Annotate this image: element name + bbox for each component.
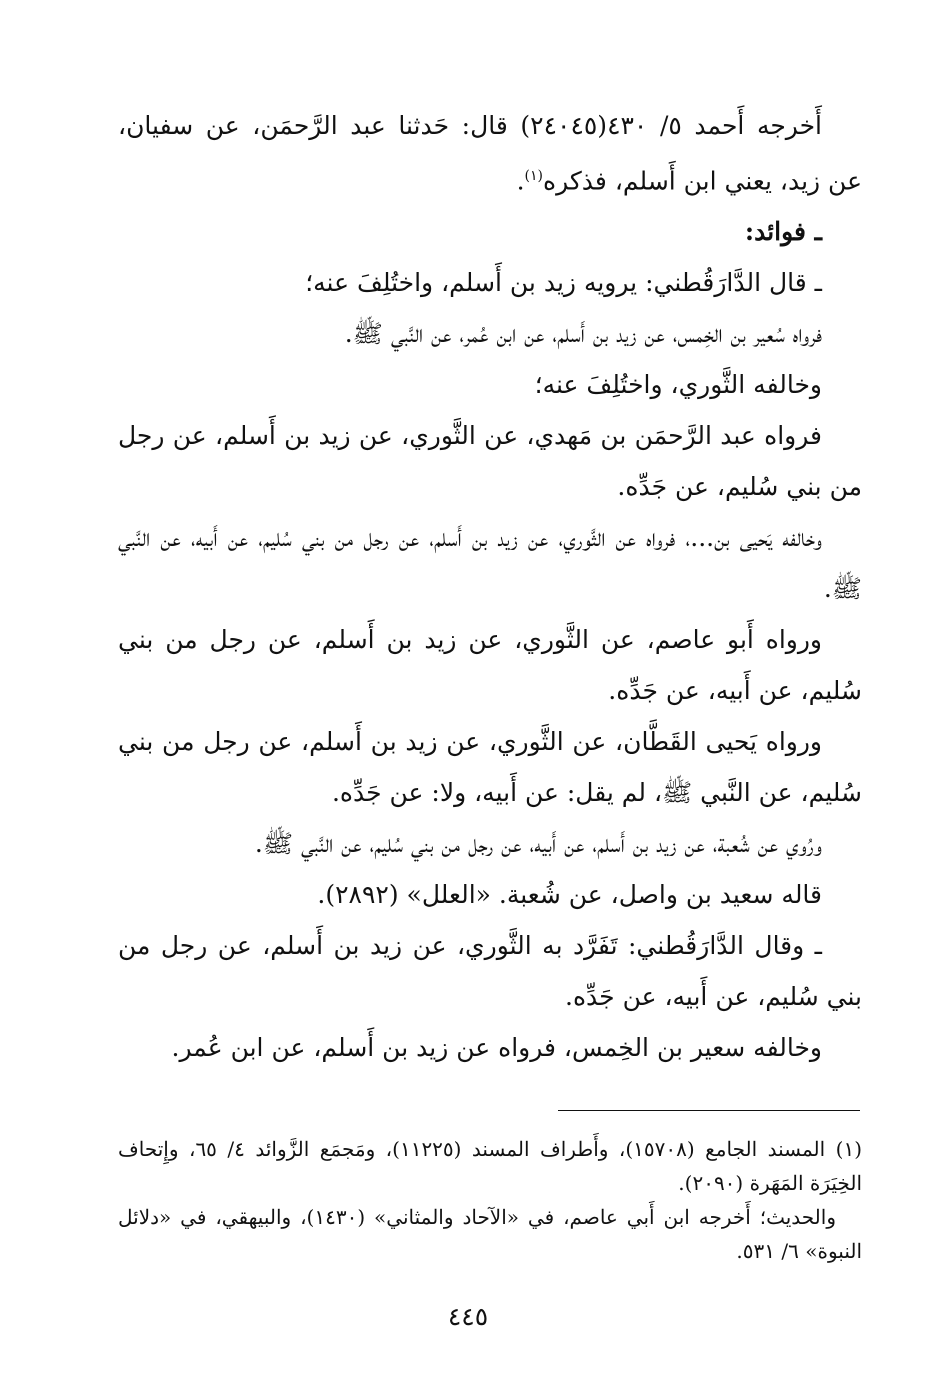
main-text [118, 100, 862, 1073]
footnote-1: (١) المسند الجامع (١٥٧٠٨)، وأَطراف المسند (١١٢٢٥)، ومَجمَع الزَّوائد ٤/ ٦٥، وإِتحاف الخِيَرَة المَهَرة (٢٠٩٠). [118, 1137, 862, 1195]
paragraph-8: ورواه أَبو عاصم، عن الثَّوري، عن زيد بن أَسلم، عن رجل من بني سُليم، عن أَبيه، عن جَدِّه. [118, 625, 862, 706]
paragraph-13: وخالفه سعير بن الخِمس، فرواه عن زيد بن أَسلم، عن ابن عُمر. [171, 1033, 822, 1063]
footnote-ref[interactable]: (١) [524, 168, 544, 184]
paragraph-5: وخالفه الثَّوري، واختُلِفَ عنه؛ [534, 370, 822, 400]
paragraph-4: فرواه سُعير بن الخِمس، عن زيد بن أَسلم، عن ابن عُمر، عن النَّبي ﷺ. [344, 319, 822, 349]
footnotes [118, 1132, 862, 1268]
paragraph-1-text: أَخرجه أَحمد ٥/ ٤٣٠(٢٤٠٤٥) قال: حَدثنا عبد الرَّحمَن، عن سفيان، عن زيد، يعني ابن أَسلم، فذكره [118, 111, 862, 196]
paragraph-3: ـ قال الدَّارَقُطني: يرويه زيد بن أَسلم، واختُلِفَ عنه؛ [305, 268, 822, 298]
paragraph-1 [118, 100, 862, 206]
paragraph-11: قاله سعيد بن واصل، عن شُعبة. «العلل» (٢٨٩٢). [317, 880, 822, 910]
footnote-2: والحديث؛ أَخرجه ابن أَبي عاصم، في «الآحاد والمثاني» (١٤٣٠)، والبيهقي، في «دلائل النبوة» ٦/ ٥٣١. [118, 1205, 862, 1263]
paragraph-7: وخالفه يَحيى بن...، فرواه عن الثَّوري، عن زيد بن أَسلم، عن رجل من بني سُليم، عن أَبيه، عن النَّبي ﷺ. [118, 523, 862, 604]
page-number: ٤٤٥ [447, 1302, 489, 1331]
paragraph-1-end: . [516, 166, 525, 196]
paragraph-10: ورُوي عن شُعبة، عن زيد بن أَسلم، عن أَبيه، عن رجل من بني سُليم، عن النَّبي ﷺ. [254, 829, 822, 859]
fawaid-heading: ـ فوائد: [744, 217, 822, 247]
paragraph-9: ورواه يَحيى القَطَّان، عن الثَّوري، عن زيد بن أَسلم، عن رجل من بني سُليم، عن النَّبي ﷺ، لم يقل: عن أَبيه، ولا: عن جَدِّه. [118, 727, 862, 808]
paragraph-6: فرواه عبد الرَّحمَن بن مَهدي، عن الثَّوري، عن زيد بن أَسلم، عن رجل من بني سُليم، عن جَدِّه. [118, 421, 862, 502]
footnote-separator [558, 1110, 860, 1111]
paragraph-12: ـ وقال الدَّارَقُطني: تَفَرَّد به الثَّوري، عن زيد بن أَسلم، عن رجل من بني سُليم، عن أَبيه، عن جَدِّه. [118, 931, 862, 1012]
